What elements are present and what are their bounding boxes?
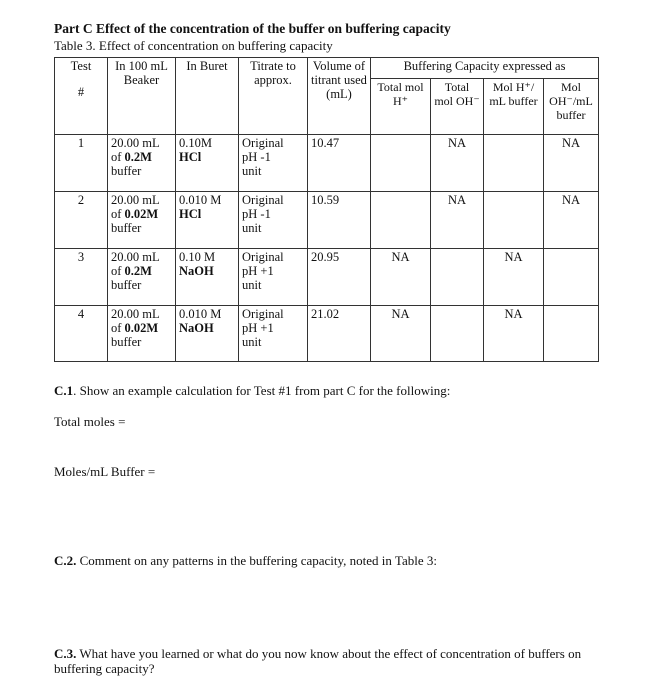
- section-heading: Part C Effect of the concentration of the buffer on buffering capacity: [54, 21, 451, 36]
- cell-volume: 10.59: [308, 192, 371, 249]
- table-row: [55, 306, 599, 362]
- question-c3-number: C.3.: [54, 646, 77, 661]
- table-caption: Table 3. Effect of concentration on buffering capacity: [54, 38, 333, 53]
- question-c1-text: . Show an example calculation for Test #1 from part C for the following:: [73, 383, 451, 398]
- header-volume: Volume of titrant used (mL): [308, 58, 371, 135]
- cell-beaker: 20.00 mL of 0.2M buffer: [108, 135, 176, 192]
- header-total-mol-h: Total mol H⁺: [371, 79, 431, 135]
- question-c1-number: C.1: [54, 383, 74, 398]
- table-row: [55, 249, 599, 306]
- cell-buret: 0.010 M NaOH: [176, 306, 239, 362]
- header-titrate: Titrate to approx.: [239, 58, 308, 135]
- cell-mol-h-per-ml: [484, 192, 544, 249]
- cell-test: 4: [55, 306, 108, 362]
- header-total-mol-oh: Total mol OH⁻: [431, 79, 484, 135]
- header-mol-oh-per-ml: Mol OH⁻/mL buffer: [544, 79, 599, 135]
- cell-mol-oh-per-ml: [544, 306, 599, 362]
- cell-titrate: Original pH +1 unit: [239, 306, 308, 362]
- cell-mol-oh-per-ml: NA: [544, 192, 599, 249]
- cell-volume: 20.95: [308, 249, 371, 306]
- cell-titrate: Original pH -1 unit: [239, 192, 308, 249]
- header-test: Test #: [55, 58, 108, 135]
- cell-total-mol-oh: NA: [431, 135, 484, 192]
- total-moles-label: Total moles =: [54, 414, 126, 429]
- cell-buret: 0.10 M NaOH: [176, 249, 239, 306]
- cell-mol-oh-per-ml: [544, 249, 599, 306]
- question-c2-text: Comment on any patterns in the buffering capacity, noted in Table 3:: [76, 553, 437, 568]
- table-row: [55, 135, 599, 192]
- cell-volume: 21.02: [308, 306, 371, 362]
- cell-mol-h-per-ml: NA: [484, 249, 544, 306]
- cell-mol-h-per-ml: [484, 135, 544, 192]
- cell-buret: 0.010 M HCl: [176, 192, 239, 249]
- cell-titrate: Original pH -1 unit: [239, 135, 308, 192]
- cell-total-mol-h: [371, 135, 431, 192]
- question-c2: [54, 553, 437, 569]
- question-c2-number: C.2.: [54, 553, 77, 568]
- cell-volume: 10.47: [308, 135, 371, 192]
- cell-mol-oh-per-ml: NA: [544, 135, 599, 192]
- cell-total-mol-h: NA: [371, 306, 431, 362]
- cell-test: 3: [55, 249, 108, 306]
- question-c3: [54, 646, 594, 676]
- cell-test: 1: [55, 135, 108, 192]
- cell-total-mol-h: NA: [371, 249, 431, 306]
- header-beaker: In 100 mL Beaker: [108, 58, 176, 135]
- cell-mol-h-per-ml: NA: [484, 306, 544, 362]
- cell-buret: 0.10M HCl: [176, 135, 239, 192]
- moles-per-ml-label: Moles/mL Buffer =: [54, 464, 156, 479]
- cell-total-mol-oh: [431, 249, 484, 306]
- cell-beaker: 20.00 mL of 0.02M buffer: [108, 306, 176, 362]
- cell-total-mol-h: [371, 192, 431, 249]
- header-buffering-capacity: Buffering Capacity expressed as: [371, 58, 599, 79]
- buffer-table: [54, 57, 599, 362]
- cell-titrate: Original pH +1 unit: [239, 249, 308, 306]
- cell-beaker: 20.00 mL of 0.2M buffer: [108, 249, 176, 306]
- table-row: [55, 192, 599, 249]
- cell-test: 2: [55, 192, 108, 249]
- header-mol-h-per-ml: Mol H⁺/ mL buffer: [484, 79, 544, 135]
- cell-total-mol-oh: [431, 306, 484, 362]
- cell-total-mol-oh: NA: [431, 192, 484, 249]
- header-buret: In Buret: [176, 58, 239, 135]
- question-c1: [54, 383, 450, 399]
- question-c3-text: What have you learned or what do you now know about the effect of concentration of buffers on buffering capacity?: [54, 646, 582, 676]
- cell-beaker: 20.00 mL of 0.02M buffer: [108, 192, 176, 249]
